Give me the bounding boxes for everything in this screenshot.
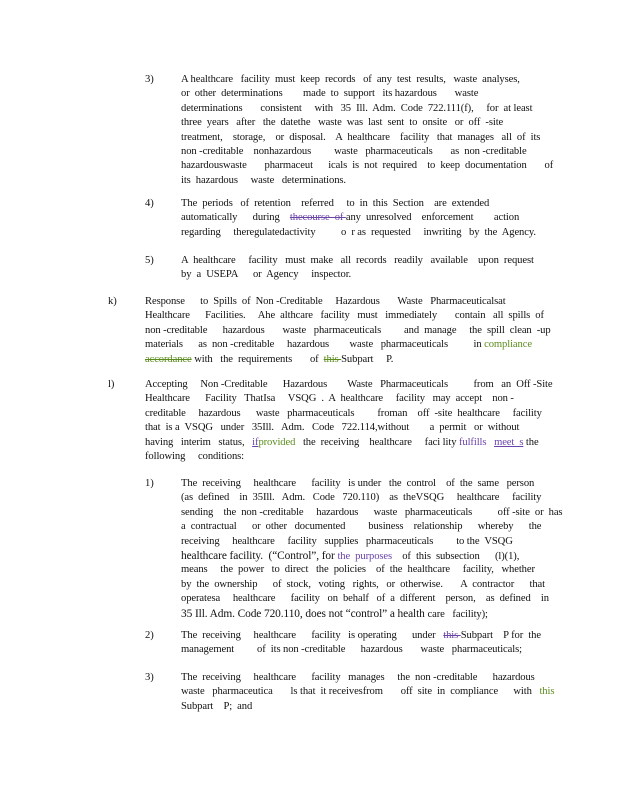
text-line: [181, 685, 555, 699]
text-run: regarding theregulatedactivity o r as requested inwriting by the Agency.: [181, 226, 536, 238]
text-line: [181, 643, 543, 657]
text-run: or other determinations made to support its hazardous waste: [181, 88, 479, 100]
revision-mark: provided: [258, 436, 296, 448]
text-run: non -creditable hazardous waste pharmaceuticals and manage the spill clean -up: [145, 324, 551, 336]
text-line: [181, 254, 543, 268]
text-line: [181, 506, 563, 520]
text-line: [145, 324, 551, 338]
text-run: waste pharmaceutica ls that it receivesfrom off site in compliance with: [181, 686, 540, 698]
paragraph-text: [181, 197, 543, 240]
text-line: [145, 450, 543, 464]
text-line: [181, 211, 543, 225]
text-line: [181, 671, 543, 685]
revision-mark: thecourse of: [289, 212, 346, 224]
text-run: Subpart P; and: [181, 700, 253, 712]
text-run: materials as non -creditable hazardous waste pharmaceuticals in: [145, 339, 485, 351]
text-line: [181, 145, 543, 159]
text-run: [486, 437, 494, 448]
text-run: The periods of retention referred to in this Section are extended: [181, 198, 490, 209]
text-run: its hazardous waste determinations.: [181, 174, 346, 186]
text-run: receiving healthcare facility supplies pharmaceuticals to the VSQG: [181, 535, 513, 547]
text-run: with the requirements of: [191, 353, 324, 365]
text-run: three years after the datethe waste was last sent to onsite or off -site: [181, 117, 504, 129]
text-run: creditable hazardous waste pharmaceuticals froman off -site healthcare facility: [145, 407, 542, 419]
text-line: [181, 226, 543, 240]
revision-mark: this: [539, 686, 555, 698]
text-line: [181, 116, 543, 130]
text-line: [181, 549, 543, 563]
condition-marker: 2): [145, 630, 154, 641]
text-line: [181, 535, 543, 549]
text-run: operatesa healthcare facility on behalf of a different person, as defined in: [181, 593, 549, 605]
text-line: [181, 491, 543, 505]
item-marker: 3): [145, 74, 154, 85]
text-line: [181, 131, 543, 145]
paragraph-text: [145, 295, 551, 367]
text-line: [145, 407, 543, 421]
text-line: [145, 295, 543, 309]
text-run: Healthcare Facilities. Ahe althcare facility must immediately contain all spills of: [145, 310, 544, 322]
text-line: [145, 309, 543, 323]
text-line: [181, 629, 543, 643]
text-line: [181, 477, 543, 491]
condition-marker: 1): [145, 478, 154, 489]
paragraph-text: [181, 254, 543, 283]
text-line: [145, 421, 543, 435]
text-run: The receiving healthcare facility manages the non -creditable hazardous: [181, 672, 535, 683]
text-run: Response to Spills of Non -Creditable Hazardous Waste Pharmaceuticalsat: [145, 296, 506, 307]
text-line: [181, 197, 543, 211]
text-line: [181, 87, 543, 101]
text-line: [181, 102, 543, 116]
text-run: by a USEPA or Agency inspector.: [181, 269, 352, 281]
revision-mark: the purposes: [337, 550, 395, 562]
text-line: [181, 520, 543, 534]
text-run: Healthcare Facility ThatIsa VSQG . A healthcare facility may accept non -: [145, 393, 514, 405]
text-run: The receiving healthcare facility is under the control of the same person: [181, 478, 535, 489]
text-line: [145, 378, 553, 392]
text-run: Subpart P.: [341, 353, 394, 365]
revision-mark: healthcare facility. (“Control”, for: [181, 549, 338, 562]
paragraph-text: [145, 378, 553, 464]
text-run: care facility);: [427, 608, 488, 620]
text-run: A healthcare facility must make all records readily available upon request: [181, 255, 534, 266]
text-line: [181, 592, 549, 606]
text-run: A healthcare facility must keep records of any test results, waste analyses,: [181, 74, 520, 85]
paragraph-text: [181, 477, 563, 621]
text-line: [181, 700, 543, 714]
paragraph-text: [181, 629, 543, 658]
text-line: [181, 563, 543, 577]
revision-mark: this: [323, 353, 342, 365]
text-line: [145, 436, 543, 450]
revision-mark: meet s: [494, 436, 524, 448]
item-marker: 4): [145, 198, 154, 209]
text-run: Subpart P for the: [460, 630, 541, 641]
text-run: a contractual or other documented business relationship whereby the: [181, 521, 542, 533]
text-run: non -creditable nonhazardous waste pharmaceuticals as non -creditable: [181, 145, 527, 157]
text-run: following conditions:: [145, 450, 245, 462]
text-run: Accepting Non -Creditable Hazardous Waste Pharmaceuticals from an Off -Site: [145, 379, 553, 390]
text-run: sending the non -creditable hazardous waste pharmaceuticals off -site or has: [181, 506, 563, 518]
text-run: of this subsection (l)(1),: [394, 550, 520, 562]
text-line: [145, 353, 543, 367]
revision-mark: compliance: [484, 339, 532, 351]
subsection-marker: l): [108, 379, 115, 390]
paragraph-text: [181, 73, 554, 188]
revision-mark: this: [443, 630, 461, 641]
text-run: having interim status,: [145, 436, 253, 448]
text-run: treatment, storage, or disposal. A healthcare facility that manages all of its: [181, 131, 541, 143]
text-run: (as defined in 35Ill. Adm. Code 720.110) as theVSQG healthcare facility: [181, 492, 542, 504]
text-line: [181, 174, 543, 188]
text-run: that is a VSQG under 35Ill. Adm. Code 722.114,without a permit or without: [145, 422, 520, 434]
text-run: any unresolved enforcement action: [345, 212, 520, 224]
text-line: [145, 338, 543, 352]
paragraph-text: [181, 671, 555, 714]
text-run: The receiving healthcare facility is operating under: [181, 630, 444, 641]
text-line: [181, 268, 543, 282]
text-line: [181, 607, 543, 621]
text-run: means the power to direct the policies of the healthcare facility, whether: [181, 564, 535, 576]
subsection-marker: k): [108, 296, 117, 307]
revision-mark: if: [252, 436, 259, 448]
revision-mark: 35 Ill. Adm. Code 720.110, does not “control” a health: [181, 607, 428, 620]
text-run: management of its non -creditable hazardous waste pharmaceuticals;: [181, 644, 522, 656]
text-run: the: [523, 436, 539, 448]
text-line: [181, 578, 543, 592]
text-run: the receiving healthcare faci lity: [295, 436, 459, 448]
text-run: hazardouswaste pharmaceut icals is not required to keep documentation of: [181, 160, 554, 172]
text-run: by the ownership of stock, voting rights, or otherwise. A contractor that: [181, 578, 545, 590]
item-marker: 5): [145, 255, 154, 266]
revision-mark: fulfills: [458, 436, 487, 448]
text-run: automatically during: [181, 212, 290, 224]
text-line: [181, 159, 554, 173]
text-line: [181, 73, 543, 87]
revision-mark: accordance: [145, 353, 192, 365]
text-line: [145, 392, 543, 406]
text-run: determinations consistent with 35 Ill. Adm. Code 722.111(f), for at least: [181, 102, 533, 114]
condition-marker: 3): [145, 672, 154, 683]
